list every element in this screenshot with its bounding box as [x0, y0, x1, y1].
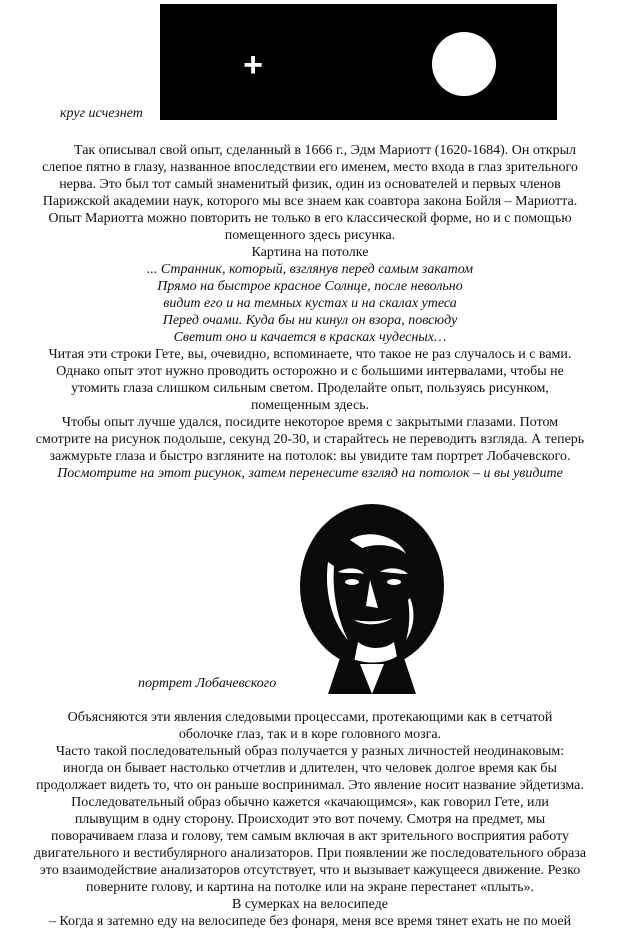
- poem-title: Картина на потолке: [251, 245, 369, 260]
- poem-line: Перед очами. Куда бы ни кинул он взора, повсюду: [162, 313, 458, 328]
- text-line: оболочке глаз, так и в коре головного мозга.: [178, 727, 442, 742]
- intro-paragraph: [6, 142, 614, 482]
- circle-shape: [432, 32, 496, 96]
- poem-line: Светит оно и качается в красках чудесных…: [173, 330, 447, 345]
- text-line: Объясняются эти явления следовыми процессами, протекающими как в сетчатой: [67, 710, 553, 725]
- text-line: Читая эти строки Гете, вы, очевидно, вспоминаете, что такое не раз случалось и с вами.: [48, 347, 572, 362]
- instruction-line: Посмотрите на этот рисунок, затем перенесите взгляд на потолок – и вы увидите: [57, 466, 563, 481]
- plus-icon: +: [243, 46, 263, 84]
- text-line: нерва. Это был тот самый знаменитый физик, один из основателей и первых членов: [59, 177, 561, 192]
- text-line: плывущим в одну сторону. Происходит это вот почему. Смотря на предмет, мы: [74, 812, 546, 827]
- figure-caption-circle: круг исчезнет: [60, 106, 143, 121]
- poem-line: Прямо на быстрое красное Солнце, после невольно: [157, 279, 463, 294]
- text-line: Так описывал свой опыт, сделанный в 1666 г., Эдм Мариотт (1620-1684). Он открыл: [74, 143, 576, 158]
- portrait-caption: портрет Лобачевского: [138, 676, 277, 691]
- text-line: помещенным здесь.: [250, 398, 370, 413]
- blind-spot-figure-svg: [160, 4, 557, 120]
- text-line: – Когда я затемно еду на велосипеде без фонаря, меня все время тянет ехать не по моей: [48, 914, 572, 929]
- text-line: слепое пятно в глазу, названное впоследствии его именем, место входа в глаз зрительного: [42, 160, 578, 175]
- lobachevsky-portrait: [298, 502, 446, 694]
- subheading: В сумерках на велосипеде: [232, 897, 388, 912]
- text-line: поворачиваем глаза и голову, тем самым включая в акт зрительного восприятия работу: [50, 829, 570, 844]
- text-line: Чтобы опыт лучше удался, посидите некоторое время с закрытыми глазами. Потом: [61, 415, 559, 430]
- text-line: смотрите на рисунок подольше, секунд 20-30, и старайтесь не переводить взгляда. А теперь: [35, 432, 585, 447]
- portrait-svg: [298, 502, 446, 694]
- text-line: помещенного здесь рисунка.: [224, 228, 396, 243]
- text-line: Парижской академии наук, которого мы все знаем как соавтора закона Бойля – Мариотта.: [42, 194, 578, 209]
- text-line: поверните голову, и картина на потолке или на экране перестанет «плыть».: [86, 880, 534, 895]
- explanation-paragraph: [6, 709, 614, 930]
- text-line: Опыт Мариотта можно повторить не только в его классической форме, но и с помощью: [48, 211, 572, 226]
- text-line: утомить глаза слишком сильным светом. Проделайте опыт, пользуясь рисунком,: [71, 381, 549, 396]
- blind-spot-figure: [160, 4, 557, 120]
- text-line: продолжает видеть то, что он раньше воспринимал. Это явление носит название эйдетизма.: [36, 778, 584, 793]
- text-line: двигательного и вестибулярного анализаторов. При появлении же последовательного образа: [33, 846, 587, 861]
- text-line: иногда он бывает настолько отчетлив и длителен, что человек долгое время как бы: [63, 761, 557, 776]
- text-line: это взаимодействие анализаторов отсутствует, что и вызывает кажущееся движение. Резко: [39, 863, 581, 878]
- poem-line: ... Странник, который, взглянув перед самым закатом: [146, 262, 474, 277]
- text-line: зажмурьте глаза и быстро взгляните на потолок: вы увидите там портрет Лобачевского.: [49, 449, 571, 464]
- text-line: Однако опыт этот нужно проводить осторожно и с большими интервалами, чтобы не: [56, 364, 564, 379]
- text-line: Часто такой последовательный образ получается у разных личностей неодинаковым:: [55, 744, 565, 759]
- poem-line: видит его и на темных кустах и на скалах утеса: [163, 296, 457, 311]
- text-line: Последовательный образ обычно кажется «качающимся», как говорил Гете, или: [71, 795, 549, 810]
